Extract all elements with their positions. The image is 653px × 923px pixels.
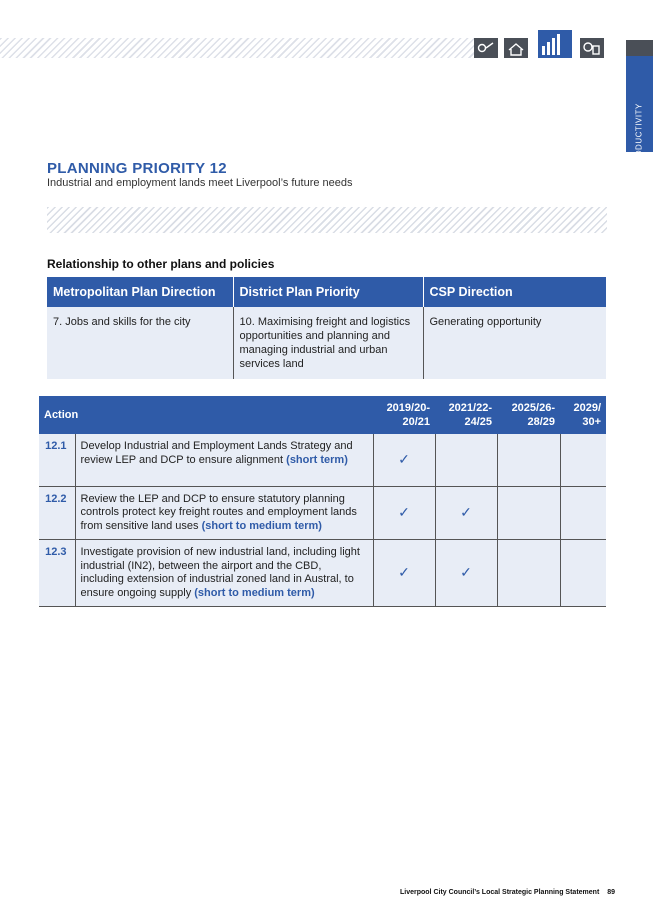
decorative-hatch-top <box>0 38 480 58</box>
empty-check-cell <box>435 434 497 486</box>
year-column-header: 2019/20- 20/21 <box>373 396 435 434</box>
action-term: (short to medium term) <box>194 586 315 599</box>
relationship-heading: Relationship to other plans and policies <box>47 257 275 271</box>
transport-icon <box>474 38 498 58</box>
relationship-table <box>47 277 606 379</box>
relationship-row <box>47 307 606 379</box>
empty-check-cell <box>497 540 560 607</box>
page-footer <box>400 889 615 896</box>
footer-text: Liverpool City Council’s Local Strategic Planning Statement <box>400 889 600 896</box>
column-header: District Plan Priority <box>233 277 423 307</box>
check-mark-icon: ✓ <box>373 540 435 607</box>
empty-check-cell <box>560 486 606 540</box>
action-row <box>39 434 606 486</box>
action-description: Develop Industrial and Employment Lands Strategy and review LEP and DCP to ensure alignment (short term) <box>75 434 373 486</box>
planning-priority-title: PLANNING PRIORITY 12 <box>47 160 227 177</box>
empty-check-cell <box>497 434 560 486</box>
home-icon <box>504 38 528 58</box>
empty-check-cell <box>560 434 606 486</box>
bar-chart-icon <box>538 30 572 58</box>
action-row <box>39 540 606 607</box>
column-header: Metropolitan Plan Direction <box>47 277 233 307</box>
action-number: 12.2 <box>39 486 75 540</box>
theme-icons <box>474 26 626 60</box>
check-mark-icon: ✓ <box>373 434 435 486</box>
csp-direction-cell: Generating opportunity <box>423 307 606 379</box>
side-tab-label: PRODUCTIVITY <box>634 103 644 169</box>
column-header: CSP Direction <box>423 277 606 307</box>
page-number: 89 <box>607 889 616 896</box>
action-table <box>39 396 606 607</box>
action-number: 12.1 <box>39 434 75 486</box>
year-column-header: 2025/26- 28/29 <box>497 396 560 434</box>
action-description: Review the LEP and DCP to ensure statutory planning controls protect key freight routes and employment lands from sensitive land uses (short to medium term) <box>75 486 373 540</box>
decorative-hatch-divider <box>47 207 607 233</box>
empty-check-cell <box>560 540 606 607</box>
section-side-tab <box>626 40 653 169</box>
side-tab-cap <box>626 40 653 56</box>
year-column-header: 2021/22- 24/25 <box>435 396 497 434</box>
year-column-header: 2029/ 30+ <box>560 396 606 434</box>
action-header-row <box>39 396 606 434</box>
check-mark-icon: ✓ <box>373 486 435 540</box>
metropolitan-direction-cell: 7. Jobs and skills for the city <box>47 307 233 379</box>
action-number: 12.3 <box>39 540 75 607</box>
action-description: Investigate provision of new industrial land, including light industrial (IN2), between the airport and the CBD, including extension of industrial zoned land in Austral, to ensure ongoing supply (short to medium term) <box>75 540 373 607</box>
action-term: (short to medium term) <box>201 519 322 532</box>
action-row <box>39 486 606 540</box>
planning-priority-subtitle: Industrial and employment lands meet Liverpool’s future needs <box>47 177 353 189</box>
check-mark-icon: ✓ <box>435 486 497 540</box>
environment-icon <box>580 38 604 58</box>
check-mark-icon: ✓ <box>435 540 497 607</box>
district-priority-cell: 10. Maximising freight and logistics opportunities and planning and managing industrial and urban services land <box>233 307 423 379</box>
action-term: (short term) <box>286 453 348 466</box>
empty-check-cell <box>497 486 560 540</box>
action-column-header: Action <box>39 396 373 434</box>
relationship-header-row <box>47 277 606 307</box>
